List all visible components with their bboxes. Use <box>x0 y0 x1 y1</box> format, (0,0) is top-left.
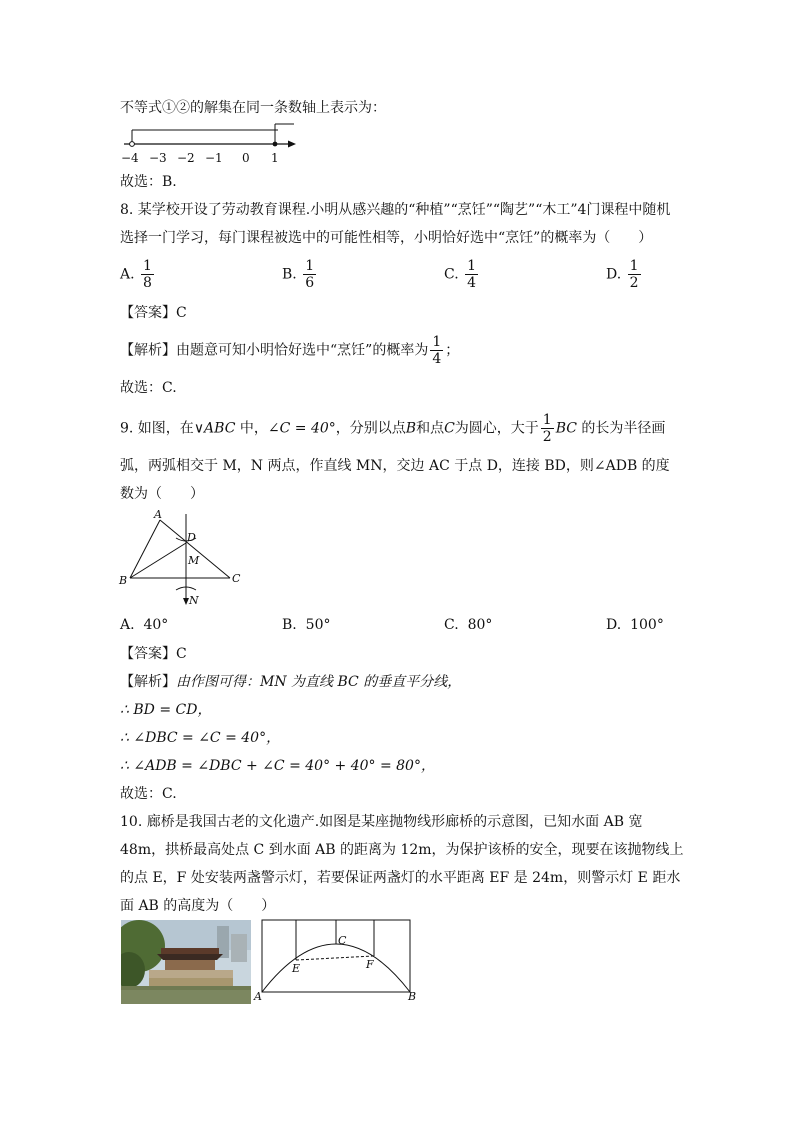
q8-answer: 【答案】C <box>120 305 187 321</box>
tick-label: −3 <box>149 151 167 165</box>
tick-label: −2 <box>177 151 195 165</box>
tick-label: 1 <box>271 151 279 165</box>
q8-option-d: D. $\frac{1}{2}$ <box>606 258 639 291</box>
q9-step1: ∴ BD = CD， <box>120 702 212 718</box>
q9-option-c: C. 80° <box>444 617 493 633</box>
label-E: E <box>292 962 301 975</box>
label-N: N <box>189 594 199 607</box>
label-M: M <box>188 554 200 567</box>
q9-step3: ∴ ∠ADB = ∠DBC + ∠C = 40° + 40° = 80°， <box>120 758 435 774</box>
q10-stem-line3: 的点 E，F 处安装两盏警示灯，若要保证两盏灯的水平距离 EF 是 24m，则警示灯 E 距水 <box>120 870 681 886</box>
q10-stem-line1: 10. 廊桥是我国古老的文化遗产.如图是某座抛物线形廊桥的示意图，已知水面 AB 宽 <box>120 814 643 830</box>
q8-option-c: C. $\frac{1}{4}$ <box>444 258 477 291</box>
triangle-figure <box>116 508 256 608</box>
q9-step2: ∴ ∠DBC = ∠C = 40°， <box>120 730 281 746</box>
q9-option-b: B. 50° <box>282 617 331 633</box>
q8-stem-line1: 8. 某学校开设了劳动教育课程.小明从感兴趣的“种植”“烹饪”“陶艺”“木工”4门课程中随机 <box>120 202 671 218</box>
tick-label: −4 <box>121 151 139 165</box>
label-D: D <box>187 531 196 544</box>
q8-stem-line2: 选择一门学习，每门课程被选中的可能性相等，小明恰好选中“烹饪”的概率为（ ） <box>120 230 653 246</box>
q10-stem-line4: 面 AB 的高度为（ ） <box>120 898 276 914</box>
q9-stem-line2: 弧，两弧相交于 M，N 两点，作直线 MN，交边 AC 于点 D，连接 BD，则∠ADB 的度 <box>120 458 670 474</box>
q9-stem-line1: 9. 如图，在∨ABC 中，∠C = 40°，分别以点B和点C为圆心，大于 $\frac{1}{2}$ BC 的长为半径画 <box>120 412 666 445</box>
label-B: B <box>408 990 417 1003</box>
q8-analysis: 【解析】由题意可知小明恰好选中“烹饪”的概率为 $\frac{1}{4}$ ； <box>120 334 460 367</box>
label-C: C <box>338 934 347 947</box>
parabola-bridge-figure <box>252 916 422 1006</box>
q9-analysis: 【解析】由作图可得：MN 为直线 BC 的垂直平分线， <box>120 674 462 690</box>
q9-result: 故选：C. <box>120 786 177 802</box>
q8-result: 故选：C. <box>120 380 177 396</box>
tick-label: 0 <box>242 151 250 165</box>
numline-intro: 不等式①②的解集在同一条数轴上表示为： <box>120 100 386 116</box>
q8-option-b: B. $\frac{1}{6}$ <box>282 258 315 291</box>
label-C: C <box>232 572 241 585</box>
q9-answer: 【答案】C <box>120 646 187 662</box>
label-A: A <box>254 990 262 1003</box>
q8-option-a: A. $\frac{1}{8}$ <box>120 258 152 291</box>
q10-stem-line2: 48m，拱桥最高处点 C 到水面 AB 的距离为 12m，为保护该桥的安全，现要在该抛物线上 <box>120 842 684 858</box>
label-B: B <box>119 574 128 587</box>
q9-stem-line3: 数为（ ） <box>120 486 204 502</box>
label-F: F <box>366 958 374 971</box>
q7-result: 故选：B. <box>120 174 177 190</box>
bridge-photo <box>121 920 251 1004</box>
label-A: A <box>154 508 162 521</box>
number-line-figure <box>118 122 318 172</box>
q9-option-a: A. 40° <box>120 617 169 633</box>
tick-label: −1 <box>205 151 223 165</box>
q9-option-d: D. 100° <box>606 617 664 633</box>
